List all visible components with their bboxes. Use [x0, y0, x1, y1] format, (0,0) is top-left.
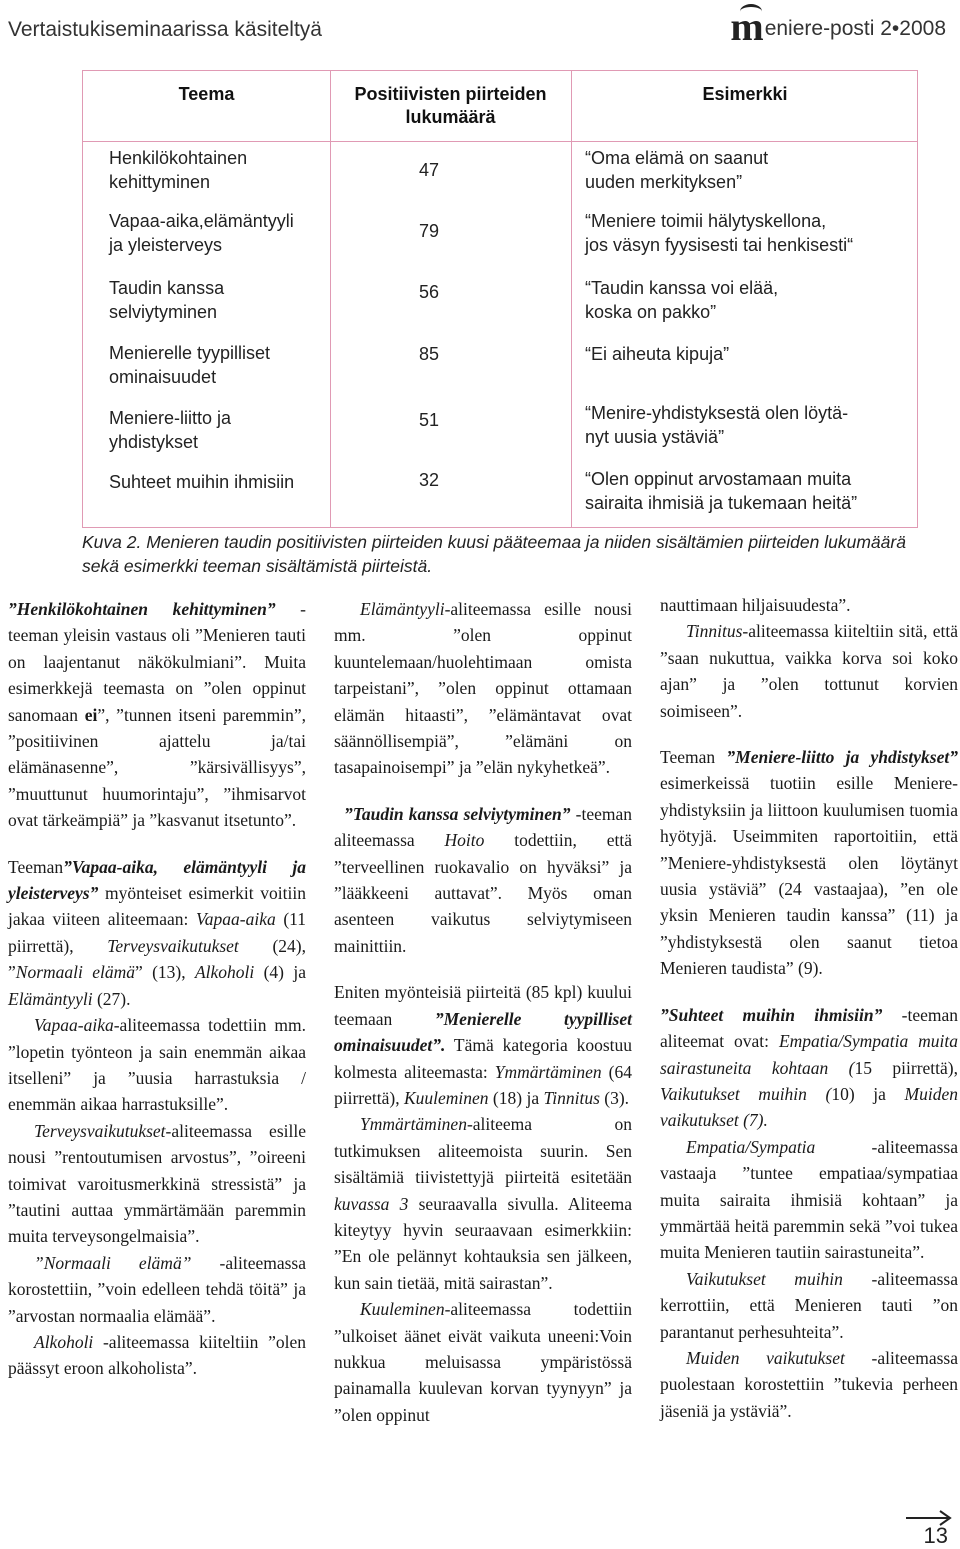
text-column-2	[334, 596, 632, 1428]
table-header-theme: Teema	[178, 84, 235, 104]
table-row-2-theme: Vapaa-aika,elämäntyyli ja yleisterveys	[109, 211, 294, 255]
table-row-5-theme: Meniere-liitto ja yhdistykset	[109, 408, 232, 452]
meniere-logo: m	[730, 4, 764, 49]
table-row-5-example: “Menire-yhdistyksestä olen löytä- nyt uusia ystäviä”	[585, 403, 849, 447]
table-row-6-count: 32	[419, 470, 440, 490]
table-row-6-theme: Suhteet muihin ihmisiin	[109, 472, 295, 492]
paragraph: Terveysvaikutukset-aliteemassa esille nousi ”rentoutumisen arvostus”, ”oireeni toimivat varoitusmerkkinä stressistä” ja ”tautini auttaa ymmärtämään paremmin muita terveysongelmaisia”.	[8, 1120, 306, 1247]
paragraph: Muiden vaikutukset -aliteemassa puolestaan korostettiin ”tukevia perheen jäseniä ja ystäviä”.	[660, 1347, 958, 1421]
paragraph: Ymmärtäminen-aliteema on tutkimuksen aliteemoista suurin. Sen sisältämiä tiivistettyjä piirteitä esitetään kuvassa 3 seuraavalla sivulla. Aliteema kiteytyy hyvin seuraavaan esimerkkiin: ”En ole pelännyt kohtauksia sen jälkeen, kun sain tietää, mitä sairastan”.	[334, 1114, 632, 1293]
running-header-left: Vertaistukiseminaarissa käsiteltyä	[8, 18, 322, 41]
paragraph: ”Henkilökohtainen kehittyminen” -teeman yleisin vastaus oli ”Menieren tauti on laajentanut näkökulmiani”. Muita esimerkkejä teemasta on ”olen oppinut sanomaan ei”, ”tunnen itseni paremmin”, ”positiivinen ajattelu ja/tai elämänasenne”, ”kärsivällisyys”, ”muuttunut huumorintaju”, ”ihmisarvot ovat tärkeämpiä” ja ”kasvanut itsetunto”.	[8, 599, 306, 831]
table-row-1-count: 47	[419, 160, 440, 180]
table-row-3-theme: Taudin kanssa selviytyminen	[109, 278, 225, 322]
running-header-right	[730, 4, 946, 49]
publication-issue: eniere-posti 2•2008	[764, 17, 946, 40]
table-row-2-example: “Meniere toimii hälytyskellona, jos väsyn fyysisesti tai henkisesti“	[585, 211, 854, 255]
text-column-3	[660, 596, 958, 1424]
table-row-1-theme: Henkilökohtainen kehittyminen	[109, 148, 248, 192]
paragraph: Teeman ”Meniere-liitto ja yhdistykset” esimerkeissä tuotiin esille Meniere-yhdistyksiin ja liittoon kuulumisen tuomia hyötyjä. Useimmiten raportoitiin, että ”Meniere-yhdistyksestä olen löytänyt uusia ystäviä” (24 vastaajaa), ”en ole yksin Menieren taudin kanssa” (11) ja ”yhdistyksestä olen saanut tietoa Menieren taudista” (9).	[660, 747, 958, 979]
paragraph: Eniten myönteisiä piirteitä (85 kpl) kuului teemaan ”Menierelle tyypilliset ominaisuudet”. Tämä kategoria koostuu kolmesta aliteemasta: Ymmärtäminen (64 piirrettä), Kuuleminen (18) ja Tinnitus (3).	[334, 982, 632, 1108]
table-row-2-count: 79	[419, 221, 440, 241]
table-row-6-example: “Olen oppinut arvostamaan muita sairaita ihmisiä ja tukemaan heitä”	[585, 469, 858, 513]
table-row-5-count: 51	[419, 410, 440, 430]
paragraph: ”Taudin kanssa selviytyminen” -teeman aliteemassa Hoito todettiin, että ”terveellinen ruokavalio on hyväksi” ja ”lääkkeeni auttavat”. Myös oman asenteen vaikutus selviytymiseen mainittiin.	[334, 803, 633, 956]
paragraph: Vapaa-aika-aliteemassa todettiin mm. ”lopetin työnteon ja sain enemmän aikaa itselleni” ja ”uusia harrastuksia / enemmän aikaa harrastuksille”.	[8, 1015, 306, 1115]
themes-table	[82, 70, 918, 528]
table-row-3-example: “Taudin kanssa voi elää, koska on pakko”	[585, 278, 779, 322]
paragraph: ”Normaali elämä” -aliteemassa korostettiin, ”voin edelleen tehdä töitä” ja ”arvostan normaalia elämää”.	[8, 1252, 306, 1326]
table-header-example: Esimerkki	[702, 84, 788, 104]
paragraph: nauttimaan hiljaisuudesta”.	[660, 595, 851, 615]
paragraph: Elämäntyyli-aliteemassa esille nousi mm. ”olen oppinut kuuntelemaan/huolehtimaan omista tarpeistani”, ”olen oppinut ottamaan elämän hitaasti”, ”elämäntavat ovat säännöllisempiä”, ”elämäni on tasapainoisempi” ja ”elän nykyhetkeä”.	[334, 599, 632, 778]
table-header-count: Positiivisten piirteiden lukumäärä	[354, 84, 547, 127]
table-row-4-theme: Menierelle tyypilliset ominaisuudet	[109, 343, 271, 387]
paragraph: ”Suhteet muihin ihmisiin” -teeman aliteemat ovat: Empatia/Sympatia muita sairastuneita kohtaan (15 piirrettä), Vaikutukset muihin (10) ja Muiden vaikutukset (7).	[660, 1004, 958, 1131]
paragraph: Alkoholi -aliteemassa kiiteltiin ”olen päässyt eroon alkoholista”.	[8, 1331, 306, 1379]
paragraph: Tinnitus-aliteemassa kiiteltiin sitä, että ”saan nukuttua, vaikka korva soi koko ajan” ja ”olen tottunut korvien soimiseen”.	[660, 621, 958, 721]
text-column-1	[8, 596, 306, 1382]
paragraph: Teeman”Vapaa-aika, elämäntyyli ja yleisterveys” myönteiset esimerkit voitiin jakaa viiteen aliteemaan: Vapaa-aika (11 piirrettä), Terveysvaikutukset (24), ”Normaali elämä” (13), Alkoholi (4) ja Elämäntyyli (27).	[8, 856, 307, 1009]
table-row-3-count: 56	[419, 282, 440, 302]
page-number: 13	[923, 1523, 948, 1548]
table-row-4-example: “Ei aiheuta kipuja”	[585, 344, 730, 364]
table-row-4-count: 85	[419, 344, 440, 364]
figure-caption: Kuva 2. Menieren taudin positiivisten piirteiden kuusi pääteemaa ja niiden sisältämien piirteiden lukumäärä sekä esimerkki teeman sisältämistä piirteistä.	[82, 532, 906, 576]
paragraph: Kuuleminen-aliteemassa todettiin ”ulkoiset äänet eivät vaikuta uneeni:Voin nukkua meluisassa ympäristössä painamalla kuulevan korvan tyynyyn” ja ”olen oppinut	[334, 1299, 632, 1425]
table-row-1-example: “Oma elämä on saanut uuden merkityksen”	[585, 148, 769, 192]
paragraph: Empatia/Sympatia -aliteemassa vastaaja ”tuntee empatiaa/sympatiaa muita sairaita ihmisiä kohtaan” ja ymmärtää heitä paremmin sekä ”voi tukea muita Menieren tautiin sairastuneita”.	[660, 1136, 958, 1263]
paragraph: Vaikutukset muihin -aliteemassa kerrottiin, että Menieren tauti ”on parantanut perhesuhteita”.	[660, 1268, 959, 1342]
